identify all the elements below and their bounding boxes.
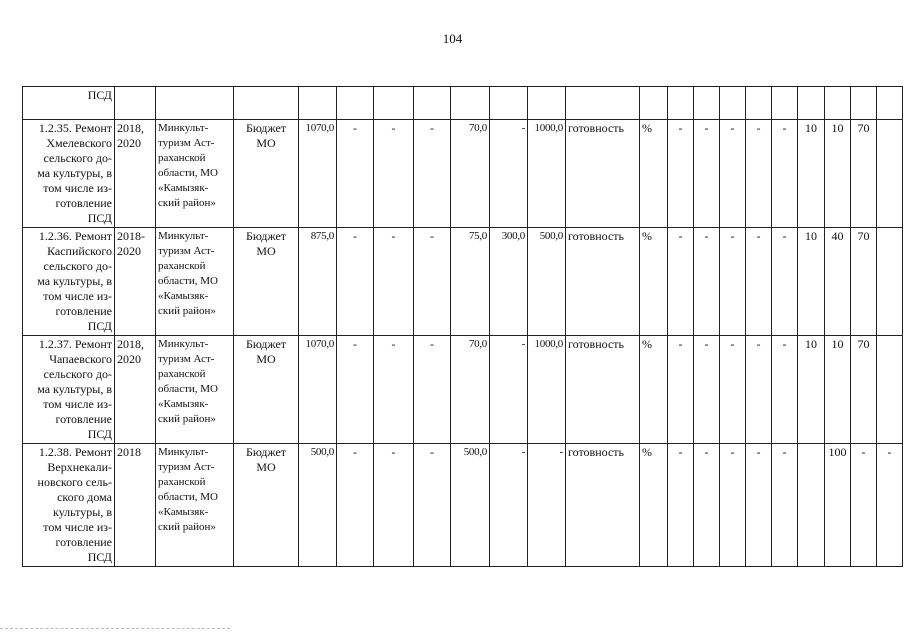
table-cell: - [720,444,746,567]
table-cell: - [374,336,414,444]
table-cell: - [694,228,720,336]
table-cell: - [414,120,451,228]
table-cell: Минкульт- туризм Аст- раханской области, МО «Камызяк- ский район» [156,120,234,228]
table-cell: - [668,228,694,336]
table-cell: Минкульт- туризм Аст- раханской области, МО «Камызяк- ский район» [156,336,234,444]
table-row [23,444,903,567]
table-cell: - [694,336,720,444]
table-cell [877,87,903,120]
table-cell [528,87,566,120]
table-cell [156,87,234,120]
table-cell: - [337,228,374,336]
table-cell: 1000,0 [528,336,566,444]
table-cell: - [337,444,374,567]
table-cell [337,87,374,120]
table-cell: - [414,336,451,444]
table-cell: - [772,336,798,444]
table-cell: 1.2.36. Ремонт Каспийского сельского до- ма культуры, в том числе из- готовление ПСД [23,228,115,336]
table-cell: - [720,228,746,336]
table-cell: 2018 [115,444,156,567]
table-cell: - [720,336,746,444]
table-cell: 70 [851,228,877,336]
table-cell: 10 [798,228,825,336]
table-cell: 300,0 [490,228,528,336]
table-row [23,87,903,120]
program-table [22,86,903,567]
table-cell: 10 [798,120,825,228]
table-cell [720,87,746,120]
table-cell: - [668,120,694,228]
table-cell: - [668,444,694,567]
table-cell: 2018- 2020 [115,228,156,336]
table-cell [668,87,694,120]
table-cell: 40 [825,228,851,336]
table-cell [825,87,851,120]
table-cell: - [772,444,798,567]
table-cell [490,87,528,120]
table-cell: 70 [851,120,877,228]
table-cell: готовность [566,336,640,444]
table-cell: 1000,0 [528,120,566,228]
table-cell: - [374,444,414,567]
table-cell: 500,0 [451,444,490,567]
table-cell [299,87,337,120]
table-cell: 75,0 [451,228,490,336]
table-cell: 1070,0 [299,120,337,228]
table-cell: 70,0 [451,336,490,444]
table-cell: Бюджет МО [234,228,299,336]
table-row [23,120,903,228]
table-cell: 2018, 2020 [115,120,156,228]
table-cell: - [528,444,566,567]
table-cell [566,87,640,120]
table-cell: % [640,444,668,567]
table-cell [798,444,825,567]
table-cell: - [746,228,772,336]
table-cell: 1.2.38. Ремонт Верхнекали- новского сель- ского дома культуры, в том числе из- готовление ПСД [23,444,115,567]
table-cell [877,336,903,444]
table-cell: % [640,120,668,228]
table-cell: 1.2.35. Ремонт Хмелевского сельского до- ма культуры, в том числе из- готовление ПСД [23,120,115,228]
table-cell: 70,0 [451,120,490,228]
table-cell: готовность [566,120,640,228]
table-cell [374,87,414,120]
table-cell: Минкульт- туризм Аст- раханской области, МО «Камызяк- ский район» [156,444,234,567]
table-cell [746,87,772,120]
table-cell: Бюджет МО [234,336,299,444]
table-cell [798,87,825,120]
table-body [23,87,903,567]
table-cell: 2018, 2020 [115,336,156,444]
table-cell: 1070,0 [299,336,337,444]
table-cell: - [772,228,798,336]
table-cell: Бюджет МО [234,120,299,228]
table-cell: - [746,120,772,228]
table-cell: % [640,228,668,336]
table-cell: - [694,120,720,228]
table-cell [640,87,668,120]
table-cell [414,87,451,120]
table-cell: 100 [825,444,851,567]
table-row [23,228,903,336]
table-cell: готовность [566,228,640,336]
table-cell: - [877,444,903,567]
table-cell: - [668,336,694,444]
table-cell: - [720,120,746,228]
table-cell [772,87,798,120]
table-cell: - [746,444,772,567]
table-cell: 500,0 [528,228,566,336]
page-number: 104 [442,31,463,46]
table-cell [877,228,903,336]
table-cell: - [414,228,451,336]
table-cell: Бюджет МО [234,444,299,567]
table-cell: - [374,120,414,228]
table-cell: 500,0 [299,444,337,567]
table-cell: % [640,336,668,444]
scan-artifact [0,628,230,630]
table-cell: 10 [825,120,851,228]
table-cell: - [374,228,414,336]
table-cell: 1.2.37. Ремонт Чапаевского сельского до- ма культуры, в том числе из- готовление ПСД [23,336,115,444]
table-cell [451,87,490,120]
table-row [23,336,903,444]
table-cell: - [746,336,772,444]
table-cell: 10 [825,336,851,444]
table-cell: - [694,444,720,567]
table-cell [694,87,720,120]
table-cell: - [337,336,374,444]
table-cell [877,120,903,228]
table-cell: Минкульт- туризм Аст- раханской области, МО «Камызяк- ский район» [156,228,234,336]
table-cell: 70 [851,336,877,444]
table-cell [851,87,877,120]
table-cell: - [337,120,374,228]
table-cell: - [490,120,528,228]
table-cell [115,87,156,120]
table-cell: - [851,444,877,567]
table-cell: готовность [566,444,640,567]
table-cell: - [414,444,451,567]
table-cell [234,87,299,120]
table-cell: ПСД [23,87,115,120]
table-cell: 10 [798,336,825,444]
table-cell: - [772,120,798,228]
table-cell: 875,0 [299,228,337,336]
table-cell: - [490,444,528,567]
table-cell: - [490,336,528,444]
